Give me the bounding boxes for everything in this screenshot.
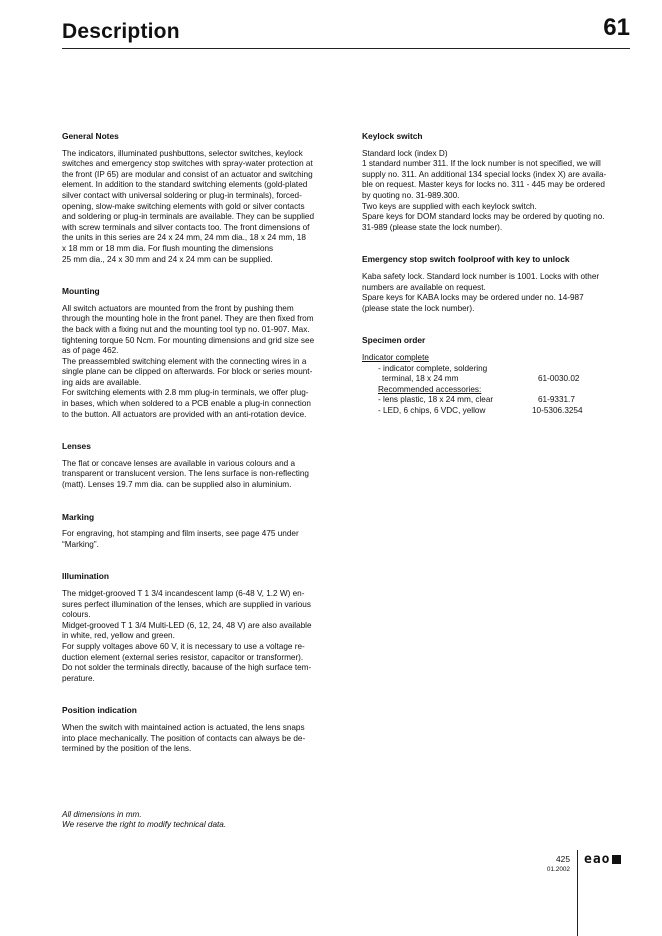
footnote-line: All dimensions in mm.	[62, 810, 142, 819]
specimen-table	[362, 353, 632, 417]
section-emergency-stop	[362, 254, 632, 314]
left-column	[62, 131, 334, 755]
text-line: perature.	[62, 673, 95, 683]
footnote	[62, 810, 226, 830]
specimen-row	[362, 385, 632, 396]
text-line: numbers are available on request.	[362, 282, 486, 292]
page-title: Description	[62, 20, 180, 43]
specimen-accessories-label: Recommended accessories:	[378, 384, 482, 394]
text-line: silver contact with universal soldering or plug-in terminals), forced-	[62, 190, 302, 200]
text-line: “Marking”.	[62, 539, 99, 549]
text-line: ing aids are available.	[62, 377, 142, 387]
text-line: colours.	[62, 610, 91, 620]
text-line: The preassembled switching element with the connecting wires in a	[62, 356, 307, 366]
section-lenses	[62, 441, 334, 490]
text-line: 31-989 (please state the lock number).	[362, 222, 503, 232]
footnote-line: We reserve the right to modify technical data.	[62, 820, 227, 829]
section-heading: Emergency stop switch foolproof with key to unlock	[362, 254, 570, 265]
text-line: All switch actuators are mounted from the front by pushing them	[62, 303, 294, 313]
text-line: (please state the lock number).	[362, 303, 475, 313]
specimen-row	[362, 374, 632, 385]
section-body	[62, 723, 334, 755]
text-line: ble on request. Master keys for locks no. 311 - 445 may be ordered	[362, 180, 605, 190]
section-body	[62, 149, 334, 266]
text-line: For engraving, hot stamping and film inserts, see page 475 under	[62, 529, 299, 539]
specimen-item-label: terminal, 18 x 24 mm	[382, 374, 459, 384]
text-line: the front (IP 65) are modular and consist of an actuator and switching	[62, 169, 313, 179]
section-heading: Keylock switch	[362, 131, 423, 141]
section-general-notes	[62, 131, 334, 265]
page-date: 01.2002	[546, 866, 570, 873]
section-heading: Position indication	[62, 705, 137, 716]
logo-text: eao	[584, 852, 611, 867]
chapter-number: 61	[603, 14, 630, 41]
text-line: Standard lock (index D)	[362, 148, 448, 158]
text-line: opening, slow-make switching elements with gold or silver contacts	[62, 201, 305, 211]
specimen-row	[362, 364, 632, 375]
text-line: through the mounting hole in the front panel. They are then fixed from	[62, 314, 314, 324]
text-line: Do not solder the terminals directly, bacause of the high surface tem-	[62, 663, 312, 673]
section-heading: Marking	[62, 511, 95, 522]
specimen-row	[362, 395, 632, 406]
text-line: Spare keys for KABA locks may be ordered under no. 14-987	[362, 293, 584, 303]
section-heading: Mounting	[62, 286, 100, 297]
section-body	[362, 149, 632, 234]
text-line: with screw terminals and silver contacts too. The front dimensions of	[62, 222, 310, 232]
text-line: in white, red, yellow and green.	[62, 631, 175, 641]
text-line: as of page 462.	[62, 346, 119, 356]
text-line: in bases, which when soldered to a PCB enable a plug-in connection	[62, 399, 311, 409]
section-body	[362, 272, 632, 314]
section-heading: Illumination	[62, 571, 109, 582]
text-line: For switching elements with 2.8 mm plug-in terminals, we offer plug-	[62, 388, 309, 398]
page-number: 425	[556, 854, 570, 864]
specimen-item-label: - lens plastic, 18 x 24 mm, clear	[378, 395, 494, 405]
text-line: tightening torque 50 Ncm. For mounting dimensions and grid size see	[62, 335, 315, 345]
section-marking	[62, 512, 334, 551]
text-line: Spare keys for DOM standard locks may be ordered by quoting no.	[362, 212, 605, 222]
text-line: element. In addition to the standard switching elements (gold-plated	[62, 180, 308, 190]
text-line: duction element (external series resistor, capacitor or transformer).	[62, 652, 304, 662]
text-line: transparent or translucent version. The lens surface is non-reflecting	[62, 469, 309, 479]
text-line: The midget-grooved T 1 3/4 incandescent lamp (6-48 V, 1.2 W) en-	[62, 589, 305, 598]
right-column	[362, 131, 632, 416]
section-body	[62, 529, 334, 550]
text-line: sures perfect illumination of the lenses, which are supplied in various	[62, 599, 311, 609]
text-line: to the button. All actuators are provided with an anti-rotation device.	[62, 409, 307, 419]
section-illumination	[62, 571, 334, 684]
section-specimen-order	[362, 335, 632, 416]
specimen-subheading: Indicator complete	[362, 352, 429, 362]
section-body	[62, 459, 334, 491]
specimen-item-label: - indicator complete, soldering	[378, 363, 488, 373]
text-line: The flat or concave lenses are available in various colours and a	[62, 458, 296, 468]
text-line: supply no. 311. An additional 134 special locks (index X) are availa-	[362, 169, 607, 179]
section-position-indication	[62, 705, 334, 754]
section-body	[62, 304, 334, 421]
specimen-item-label: - LED, 6 chips, 6 VDC, yellow	[378, 405, 486, 415]
text-line: by quoting no. 31-989.300.	[362, 190, 460, 200]
text-line: The indicators, illuminated pushbuttons, selector switches, keylock	[62, 148, 303, 158]
specimen-item-code: 61-9331.7	[538, 395, 575, 405]
text-line: into place mechanically. The position of contacts can always be de-	[62, 733, 306, 743]
text-line: x 18 mm or 18 mm dia. For flush mounting the dimensions	[62, 243, 274, 253]
text-line: termined by the position of the lens.	[62, 744, 192, 754]
section-heading: Lenses	[62, 441, 91, 452]
text-line: switches and emergency stop switches with spray-water protection at	[62, 159, 313, 169]
eao-logo	[584, 852, 621, 867]
section-mounting	[62, 286, 334, 420]
section-heading: Specimen order	[362, 335, 426, 346]
section-heading: General Notes	[62, 131, 119, 141]
specimen-item-code: 61-0030.02	[538, 374, 580, 384]
text-line: single plane can be clipped on afterwards. For block or series mount-	[62, 367, 313, 377]
text-line: and soldering or plug-in terminals are available. They can be supplied	[62, 212, 314, 222]
text-line: the back with a fixing nut and the mounting tool typ no. 01-907. Max.	[62, 324, 310, 334]
text-line: Midget-grooved T 1 3/4 Multi-LED (6, 12, 24, 48 V) are also available	[62, 620, 312, 630]
text-line: Two keys are supplied with each keylock switch.	[362, 201, 537, 211]
text-line: 25 mm dia., 24 x 30 mm and 24 x 24 mm can be supplied.	[62, 254, 273, 264]
text-line: 1 standard number 311. If the lock number is not specified, we will	[362, 159, 601, 169]
footer-divider	[577, 850, 578, 936]
text-line: Kaba safety lock. Standard lock number is 1001. Locks with other	[362, 271, 600, 281]
section-body	[62, 589, 334, 684]
text-line: (matt). Lenses 19.7 mm dia. can be supplied also in aluminium.	[62, 480, 292, 490]
specimen-item-code: 10-5306.3254	[532, 405, 583, 415]
logo-square-icon	[612, 855, 621, 864]
text-line: For supply voltages above 60 V, it is necessary to use a voltage re-	[62, 641, 305, 651]
text-line: the units in this series are 24 x 24 mm, 24 mm dia., 18 x 24 mm, 18	[62, 233, 306, 243]
specimen-row	[362, 406, 632, 417]
text-line: When the switch with maintained action is actuated, the lens snaps	[62, 722, 305, 732]
section-keylock-switch	[362, 131, 632, 233]
header-divider	[62, 48, 630, 49]
